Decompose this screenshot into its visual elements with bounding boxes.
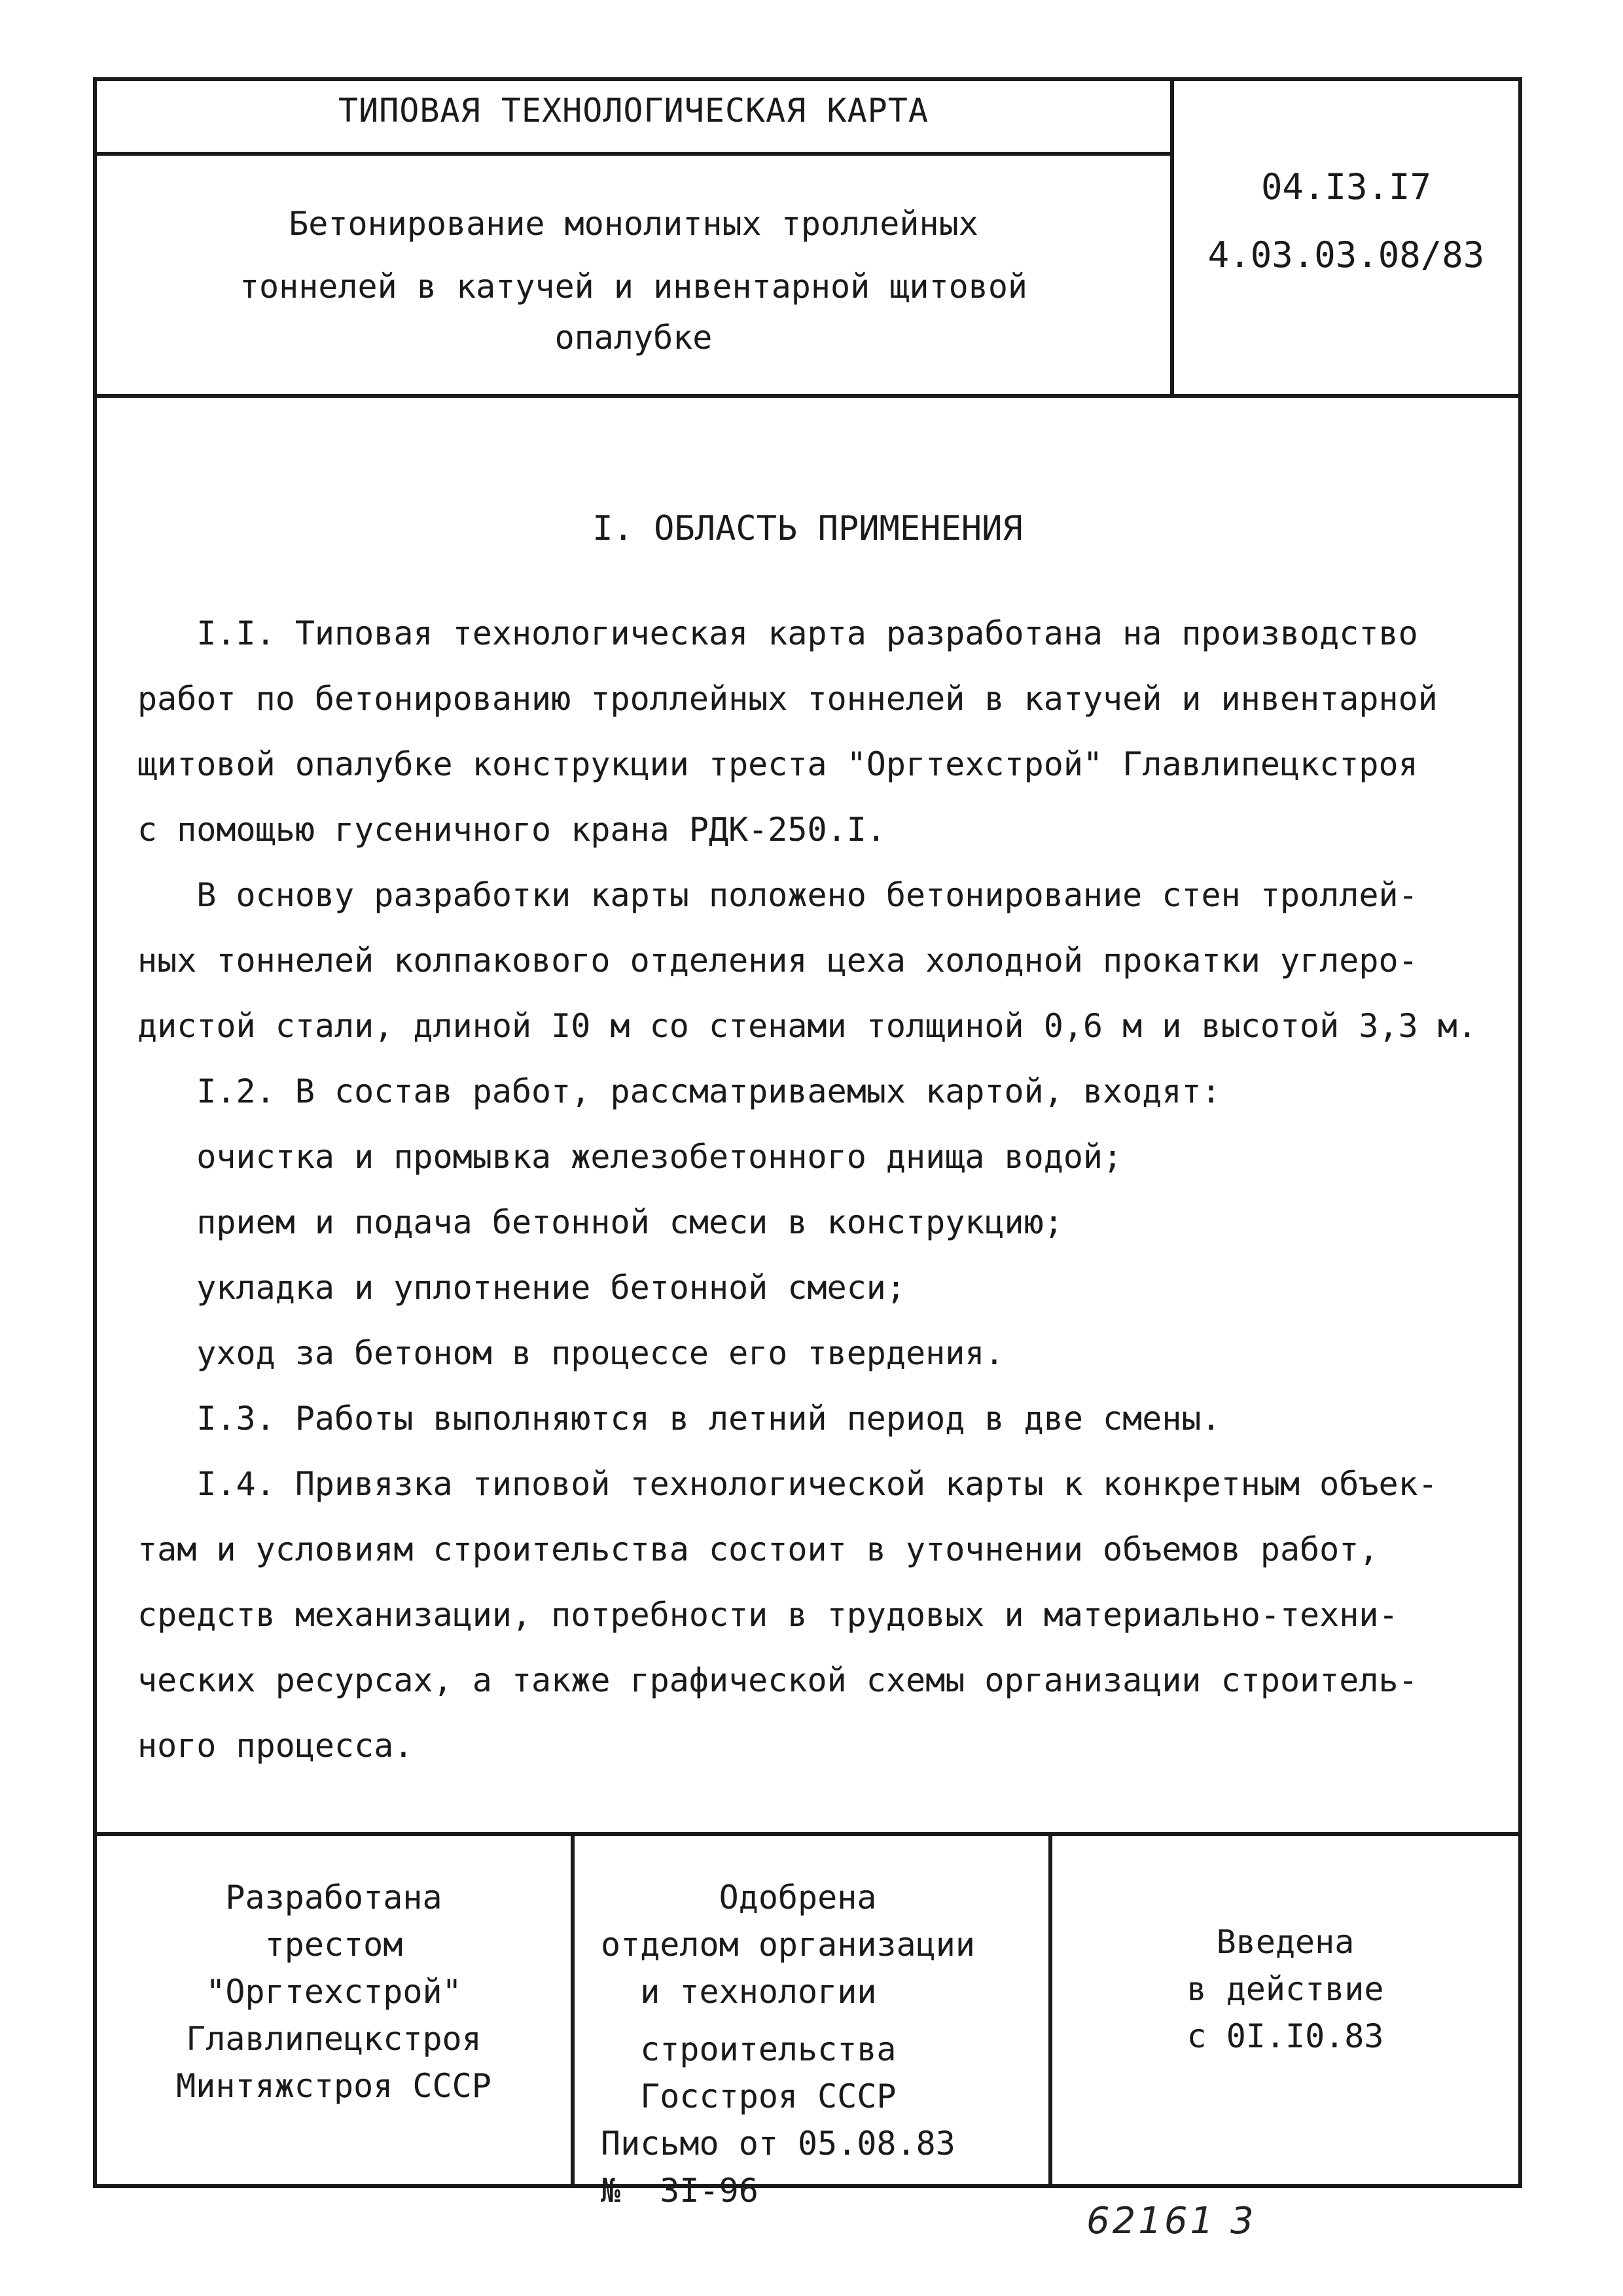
header-left-block	[97, 81, 1174, 394]
footer-line: строительства	[601, 2030, 897, 2068]
text-line: уход за бетоном в процессе его твердения.	[137, 1334, 1005, 1372]
footer-line: Введена	[1216, 1923, 1355, 1961]
header-type-cell	[97, 81, 1170, 156]
text-line: там и условиям строительства состоит в уточнении объемов работ,	[137, 1530, 1379, 1568]
footer-line: и технологии	[601, 1973, 877, 2011]
footer-line: отделом организации	[601, 1926, 975, 1964]
title-line: тоннелей в катучей и инвентарной щитовой	[239, 268, 1028, 306]
text-line: прием и подача бетонной смеси в конструкцию;	[137, 1203, 1063, 1241]
footer-line: Главлипецкстроя	[186, 2020, 482, 2058]
text-line: ного процесса.	[137, 1727, 414, 1765]
document-frame	[93, 77, 1522, 2210]
footer-line: Одобрена	[601, 1879, 877, 1916]
footer-line: Госстроя СССР	[601, 2077, 897, 2115]
developed-by-cell	[97, 1836, 575, 2188]
text-line: I.2. В состав работ, рассматриваемых картой, входят:	[137, 1072, 1221, 1110]
document-type: ТИПОВАЯ ТЕХНОЛОГИЧЕСКАЯ КАРТА	[338, 92, 929, 130]
footer-line: Разработана	[225, 1879, 442, 1916]
document-title	[136, 192, 1131, 357]
text-line: ческих ресурсах, а также графической схемы организации строитель-	[137, 1661, 1418, 1699]
title-line: опалубке	[554, 319, 713, 357]
footer-line: трестом	[264, 1926, 403, 1964]
text-line: ных тоннелей колпакового отделения цеха холодной прокатки углеро-	[137, 942, 1418, 980]
handwritten-note: 62161 3	[1086, 2200, 1257, 2242]
footer-line: Письмо от 05.08.83	[601, 2125, 955, 2163]
footer-line: № 3I-96	[601, 2172, 758, 2210]
text-line: I.I. Типовая технологическая карта разработана на производство	[137, 614, 1418, 652]
approval-footer	[97, 1832, 1518, 2210]
document-body	[97, 398, 1518, 1828]
footer-line	[601, 2015, 975, 2026]
approved-by-cell	[575, 1836, 1052, 2210]
text-line: укладка и уплотнение бетонной смеси;	[137, 1269, 906, 1307]
code-secondary: 4.03.03.08/83	[1207, 234, 1485, 275]
text-line: работ по бетонированию троллейных тоннелей в катучей и инвентарной	[137, 680, 1438, 718]
footer-line: с 0I.I0.83	[1186, 2017, 1384, 2055]
section-text	[137, 601, 1499, 1778]
text-line: В основу разработки карты положено бетонирование стен троллей-	[137, 876, 1418, 914]
footer-line: Минтяжстроя СССР	[176, 2067, 491, 2105]
text-line: щитовой опалубке конструкции треста "Оргтехстрой" Главлипецкстроя	[137, 745, 1418, 783]
title-line: Бетонирование монолитных троллейных	[289, 205, 978, 243]
section-title: I. ОБЛАСТЬ ПРИМЕНЕНИЯ	[592, 509, 1023, 548]
text-line: I.4. Привязка типовой технологической карты к конкретным объек-	[137, 1465, 1438, 1503]
code-primary: 04.I3.I7	[1260, 166, 1432, 207]
introduced-cell	[1052, 1836, 1518, 2188]
text-line: дистой стали, длиной I0 м со стенами толщиной 0,6 м и высотой 3,3 м.	[137, 1007, 1477, 1045]
document-codes	[1174, 153, 1518, 289]
footer-line: в действие	[1186, 1970, 1384, 2008]
footer-line: "Оргтехстрой"	[205, 1973, 462, 2011]
text-line: средств механизации, потребности в трудовых и материально-техни-	[137, 1596, 1399, 1634]
text-line: очистка и промывка железобетонного днища водой;	[137, 1138, 1123, 1176]
document-header	[97, 81, 1518, 398]
text-line: с помощью гусеничного крана РДК-250.I.	[137, 811, 886, 849]
text-line: I.3. Работы выполняются в летний период в две смены.	[137, 1400, 1221, 1438]
